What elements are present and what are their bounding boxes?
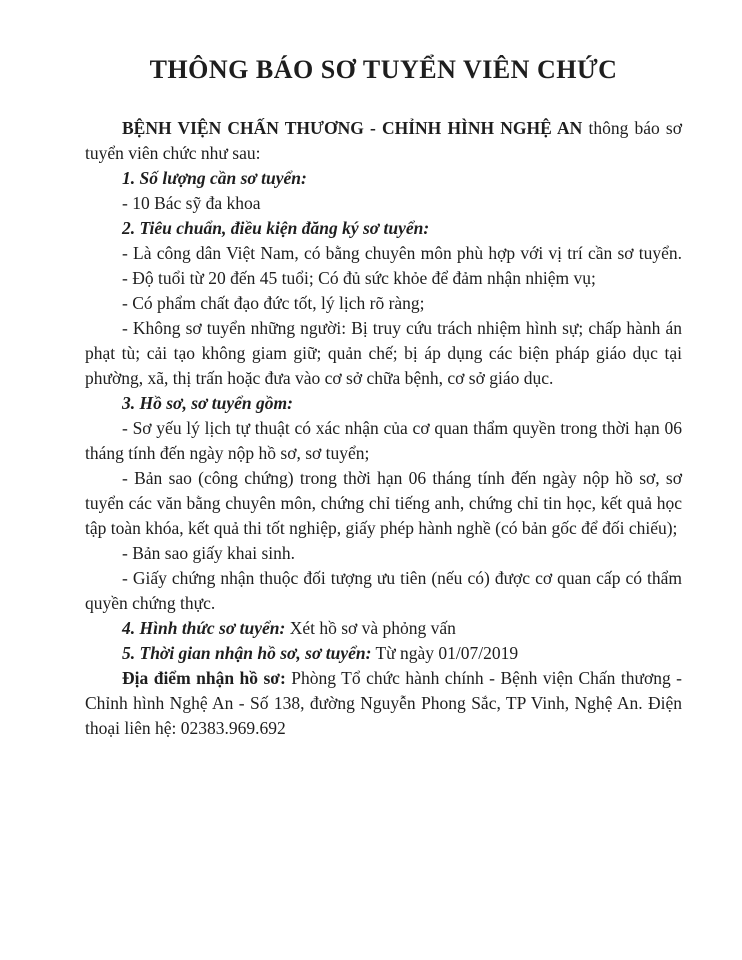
document-title: THÔNG BÁO SƠ TUYỂN VIÊN CHỨC bbox=[149, 55, 618, 84]
section-2-item: - Là công dân Việt Nam, có bằng chuyên môn phù hợp với vị trí cần sơ tuyển. bbox=[122, 243, 682, 263]
section-3-heading: 3. Hồ sơ, sơ tuyển gồm: bbox=[122, 393, 293, 413]
section-5-value: Từ ngày 01/07/2019 bbox=[371, 643, 519, 663]
hospital-name: BỆNH VIỆN CHẤN THƯƠNG - CHỈNH HÌNH NGHỆ AN bbox=[122, 118, 583, 138]
section-4-heading: 4. Hình thức sơ tuyển: bbox=[122, 618, 286, 638]
section-2-heading: 2. Tiêu chuẩn, điều kiện đăng ký sơ tuyển: bbox=[122, 218, 430, 238]
intro-paragraph bbox=[85, 116, 682, 166]
section-4-line bbox=[85, 616, 682, 641]
section-3-item: - Giấy chứng nhận thuộc đối tượng ưu tiên (nếu có) được cơ quan cấp có thẩm quyền chứng thực. bbox=[85, 568, 682, 613]
section-2-item: - Không sơ tuyển những người: Bị truy cứu trách nhiệm hình sự; chấp hành án phạt tù; cải tạo không giam giữ; quản chế; bị áp dụng các biện pháp giáo dục tại phường, xã, thị trấn hoặc đưa vào cơ sở chữa bệnh, cơ sở giáo dục. bbox=[85, 318, 682, 388]
section-2-item: - Có phẩm chất đạo đức tốt, lý lịch rõ ràng; bbox=[122, 293, 425, 313]
location-value: Phòng Tổ chức hành chính - Bệnh viện Chấn thương - Chỉnh hình Nghệ An - Số 138, đường Nguyễn Phong Sắc, TP Vinh, Nghệ An. Điện thoại liên hệ: 02383.969.692 bbox=[85, 668, 682, 738]
location-paragraph bbox=[85, 666, 682, 741]
section-3-item: - Bản sao giấy khai sinh. bbox=[122, 543, 296, 563]
section-2-item: - Độ tuổi từ 20 đến 45 tuổi; Có đủ sức khỏe để đảm nhận nhiệm vụ; bbox=[122, 268, 596, 288]
section-3-item: - Bản sao (công chứng) trong thời hạn 06 tháng tính đến ngày nộp hồ sơ, sơ tuyển các văn bằng chuyên môn, chứng chỉ tiếng anh, chứng chỉ tin học, kết quả học tập toàn khóa, kết quả thi tốt nghiệp, giấy phép hành nghề (có bản gốc để đối chiếu); bbox=[85, 468, 682, 538]
section-1-item-quantity: - 10 Bác sỹ đa khoa bbox=[122, 193, 261, 213]
section-5-heading: 5. Thời gian nhận hồ sơ, sơ tuyển: bbox=[122, 643, 372, 663]
location-label: Địa điểm nhận hồ sơ: bbox=[122, 668, 286, 688]
section-3-item: - Sơ yếu lý lịch tự thuật có xác nhận của cơ quan thẩm quyền trong thời hạn 06 tháng tính đến ngày nộp hồ sơ, sơ tuyển; bbox=[85, 418, 682, 463]
section-5-line bbox=[85, 641, 682, 666]
section-1-heading: 1. Số lượng cần sơ tuyển: bbox=[122, 168, 307, 188]
section-4-value: Xét hồ sơ và phỏng vấn bbox=[285, 618, 456, 638]
intro-text: thông báo sơ tuyển viên chức như sau: bbox=[85, 118, 682, 163]
